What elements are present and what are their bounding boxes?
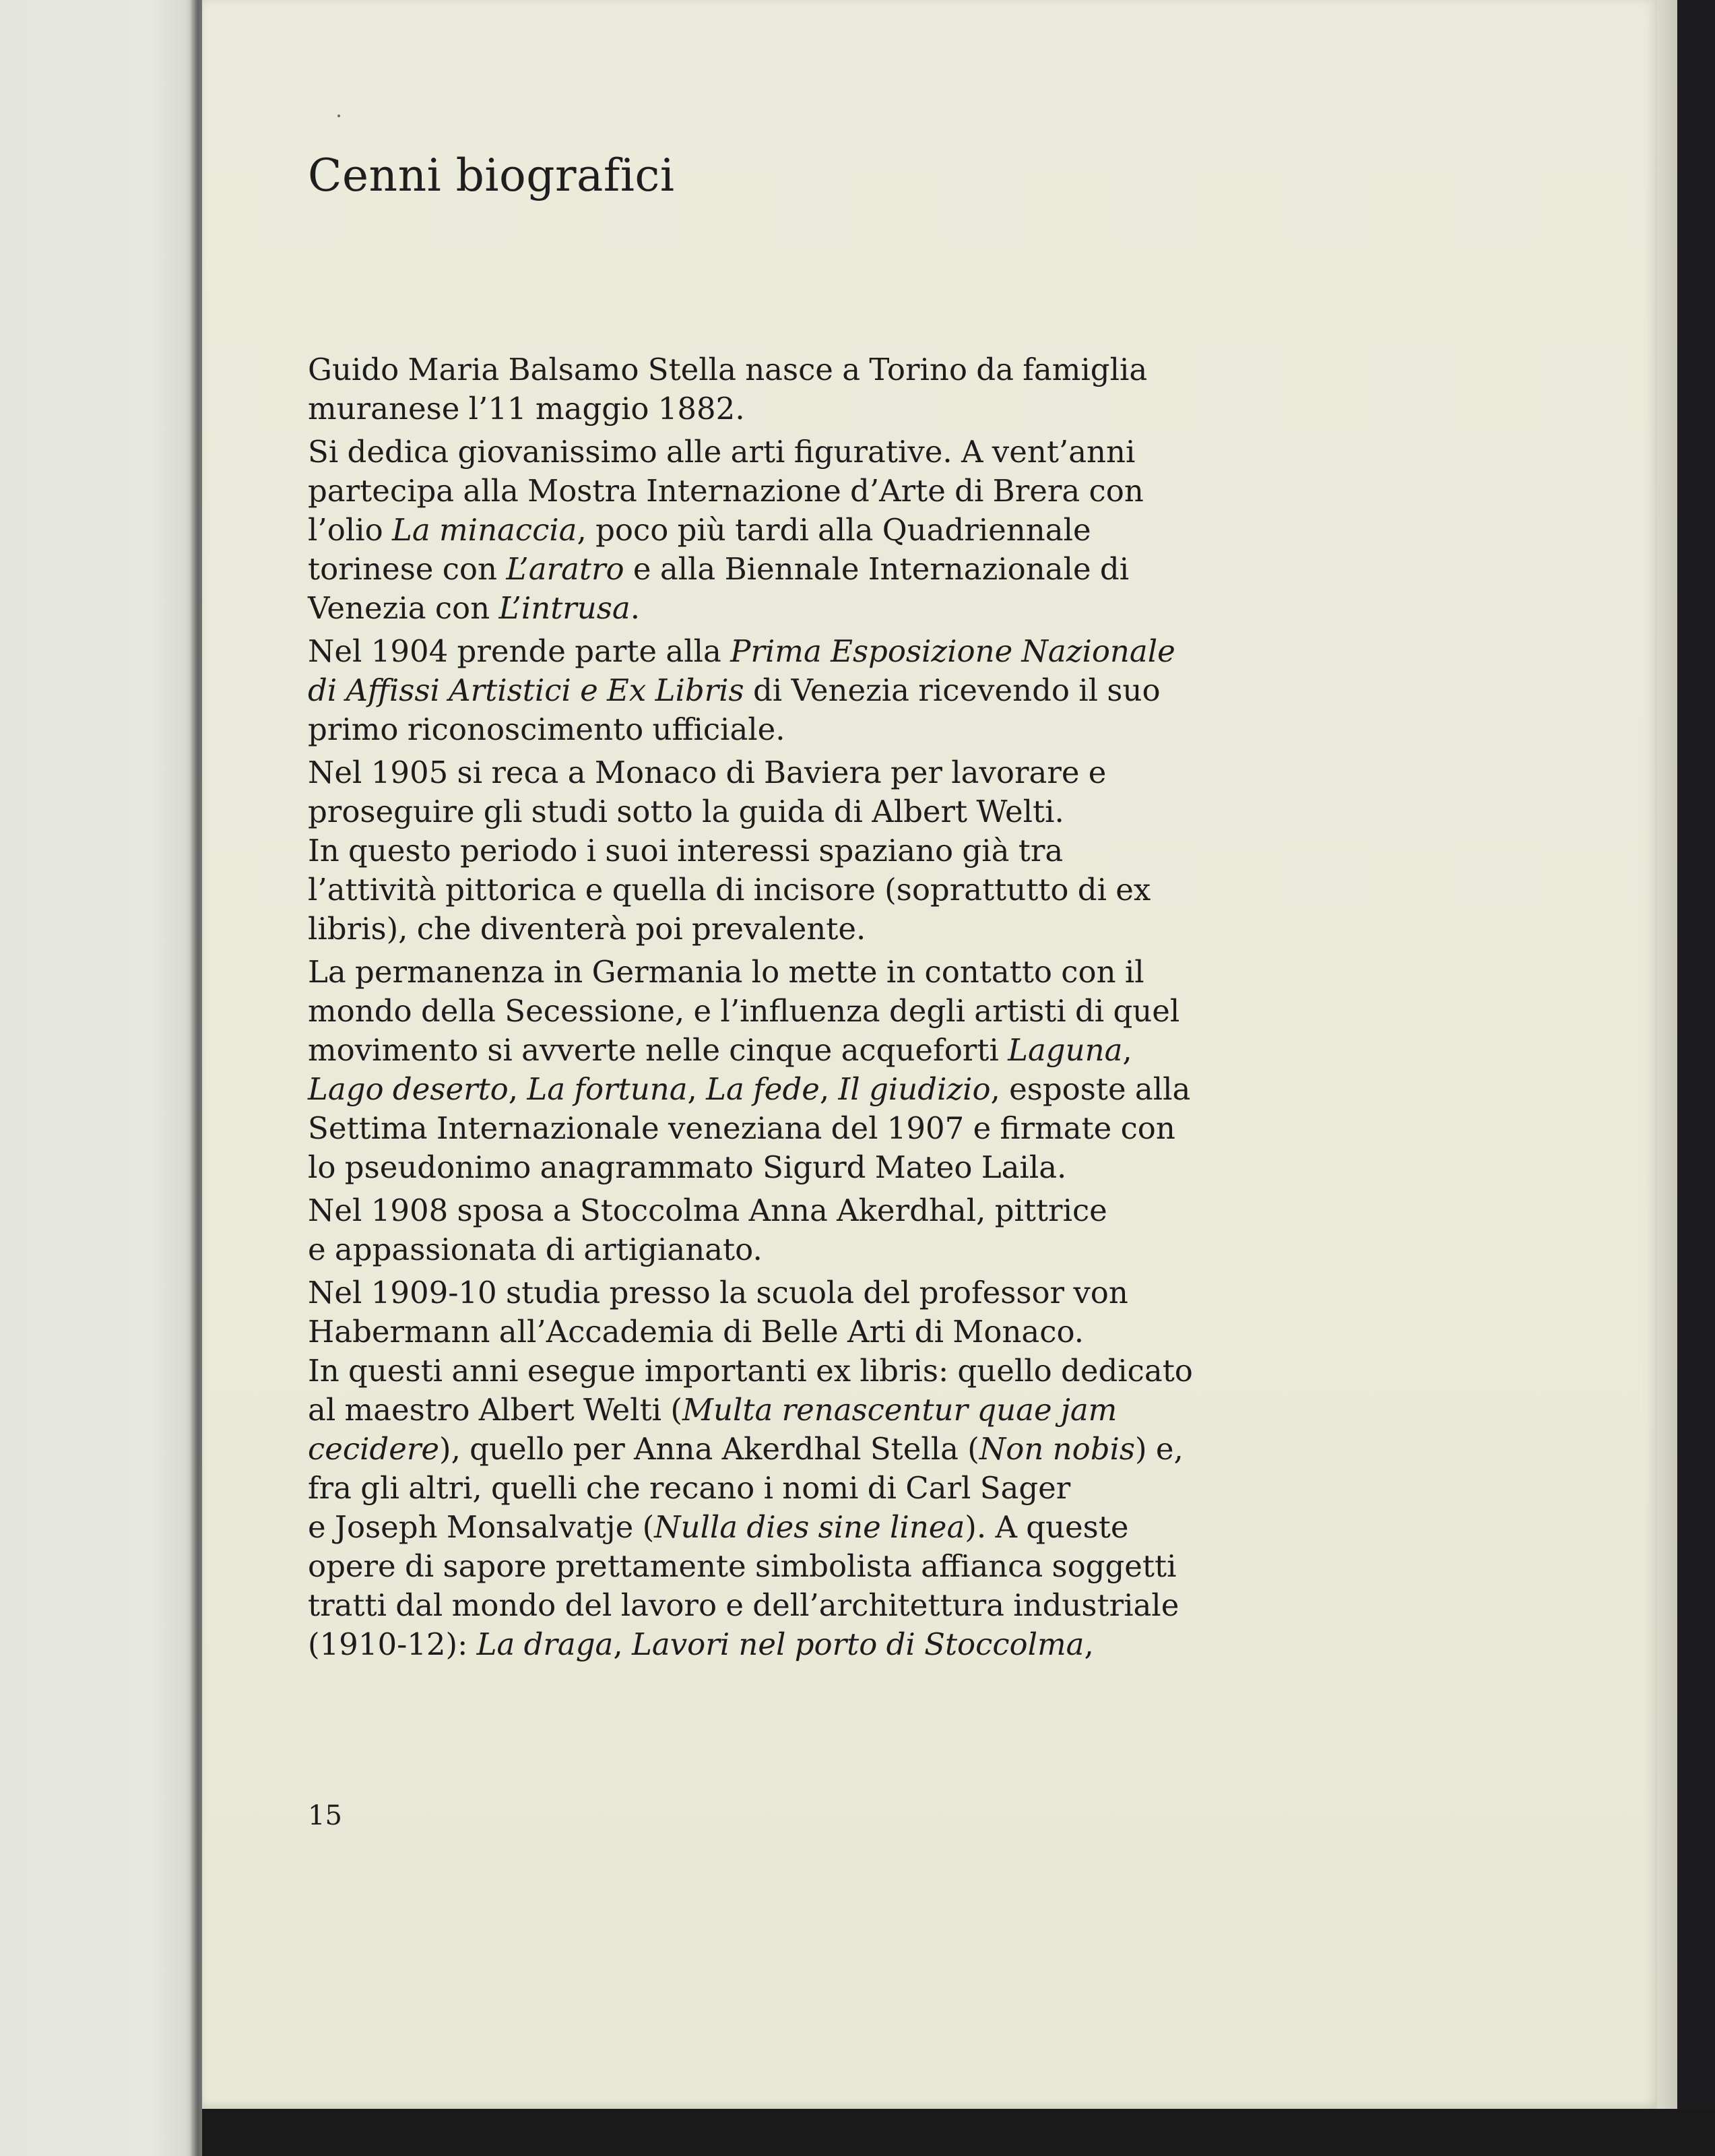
italic-title: di Affissi Artistici e Ex Libris	[308, 672, 744, 708]
text-run: ,	[1122, 1032, 1132, 1068]
italic-title: Non nobis	[979, 1431, 1135, 1467]
text-line	[308, 389, 1413, 429]
text-line	[308, 632, 1413, 671]
text-run: l’attività pittorica e quella di incisore (soprattutto di ex	[308, 872, 1151, 908]
italic-title: Lago deserto	[308, 1071, 509, 1107]
text-run: , poco più tardi alla Quadriennale	[577, 512, 1091, 548]
text-line	[308, 1352, 1413, 1391]
text-line	[308, 1273, 1413, 1312]
text-line	[308, 1391, 1413, 1430]
text-line	[308, 1625, 1413, 1664]
text-run: primo riconoscimento ufficiale.	[308, 711, 785, 747]
italic-title: cecidere	[308, 1431, 440, 1467]
italic-title: Prima Esposizione Nazionale	[730, 633, 1175, 669]
italic-title: L’aratro	[506, 551, 624, 587]
text-line	[308, 1586, 1413, 1625]
italic-title: Nulla dies sine linea	[654, 1509, 965, 1545]
biography-text	[308, 350, 1413, 1668]
text-line	[308, 1070, 1413, 1109]
italic-title: La draga	[476, 1626, 614, 1662]
paragraph	[308, 350, 1413, 429]
italic-title: La minaccia	[391, 512, 577, 548]
text-run: torinese con	[308, 551, 507, 587]
text-run: di Venezia ricevendo il suo	[744, 672, 1161, 708]
book-page	[202, 0, 1657, 2109]
italic-title: L’intrusa	[498, 590, 630, 626]
text-run: e appassionata di artigianato.	[308, 1232, 763, 1267]
text-run: ,	[687, 1071, 707, 1107]
text-run: opere di sapore prettamente simbolista affianca soggetti	[308, 1548, 1177, 1584]
text-run: .	[630, 590, 641, 626]
text-run: muranese l’11 maggio 1882.	[308, 391, 745, 426]
text-line	[308, 671, 1413, 710]
paper-speck	[337, 115, 340, 117]
text-run: Guido Maria Balsamo Stella nasce a Torino da famiglia	[308, 352, 1148, 387]
text-line	[308, 1312, 1413, 1352]
paragraph	[308, 953, 1413, 1187]
text-line	[308, 433, 1413, 472]
text-line	[308, 792, 1413, 831]
text-run: (1910-12):	[308, 1626, 477, 1662]
text-run: l’olio	[308, 512, 392, 548]
text-line	[308, 753, 1413, 792]
text-run: In questi anni esegue importanti ex libris: quello dedicato	[308, 1353, 1193, 1389]
text-run: Si dedica giovanissimo alle arti figurative. A vent’anni	[308, 434, 1136, 470]
text-line	[308, 350, 1413, 389]
paragraph	[308, 1191, 1413, 1269]
page-title: Cenni biografici	[308, 150, 675, 201]
text-run: proseguire gli studi sotto la guida di Albert Welti.	[308, 794, 1064, 829]
text-line	[308, 1508, 1413, 1547]
text-line	[308, 472, 1413, 511]
text-run: ,	[613, 1626, 632, 1662]
text-run: ,	[508, 1071, 527, 1107]
text-line	[308, 710, 1413, 749]
text-line	[308, 589, 1413, 628]
left-page-edge	[0, 0, 202, 2156]
text-run: partecipa alla Mostra Internazione d’Arte di Brera con	[308, 473, 1144, 509]
text-run: ). A queste	[965, 1509, 1129, 1545]
text-line	[308, 550, 1413, 589]
text-run: al maestro Albert Welti (	[308, 1392, 682, 1428]
text-line	[308, 870, 1413, 910]
text-run: Nel 1909-10 studia presso la scuola del professor von	[308, 1275, 1128, 1310]
text-run: In questo periodo i suoi interessi spaziano già tra	[308, 833, 1064, 868]
italic-title: Lavori nel porto di Stoccolma	[631, 1626, 1085, 1662]
text-line	[308, 1109, 1413, 1148]
italic-title: Laguna	[1008, 1032, 1123, 1068]
text-run: fra gli altri, quelli che recano i nomi di Carl Sager	[308, 1470, 1071, 1506]
text-line	[308, 1430, 1413, 1469]
italic-title: Multa renascentur quae jam	[682, 1392, 1118, 1428]
text-line	[308, 1547, 1413, 1586]
italic-title: La fede	[706, 1071, 820, 1107]
text-line	[308, 1031, 1413, 1070]
text-run: , esposte alla	[990, 1071, 1191, 1107]
text-line	[308, 831, 1413, 870]
text-run: Venezia con	[308, 590, 499, 626]
paragraph	[308, 632, 1413, 749]
text-run: libris), che diventerà poi prevalente.	[308, 911, 866, 947]
text-line	[308, 1230, 1413, 1269]
background-surface	[202, 2109, 1715, 2156]
text-run: lo pseudonimo anagrammato Sigurd Mateo Laila.	[308, 1149, 1067, 1185]
text-run: ,	[819, 1071, 839, 1107]
text-line	[308, 1191, 1413, 1230]
text-line	[308, 992, 1413, 1031]
paragraph	[308, 433, 1413, 628]
text-run: movimento si avverte nelle cinque acqueforti	[308, 1032, 1008, 1068]
italic-title: Il giudizio	[838, 1071, 991, 1107]
text-run: Settima Internazionale veneziana del 1907 e firmate con	[308, 1110, 1175, 1146]
text-run: Nel 1904 prende parte alla	[308, 633, 731, 669]
text-run: La permanenza in Germania lo mette in contatto con il	[308, 954, 1144, 990]
text-line	[308, 910, 1413, 949]
paragraph	[308, 753, 1413, 949]
page-number: 15	[308, 1800, 342, 1831]
text-run: ,	[1084, 1626, 1094, 1662]
text-run: e Joseph Monsalvatje (	[308, 1509, 655, 1545]
text-line	[308, 1469, 1413, 1508]
text-run: mondo della Secessione, e l’influenza degli artisti di quel	[308, 993, 1180, 1029]
text-run: Habermann all’Accademia di Belle Arti di Monaco.	[308, 1314, 1085, 1350]
text-run: ), quello per Anna Akerdhal Stella (	[439, 1431, 979, 1467]
page-stack-edge	[1657, 0, 1677, 2116]
text-line	[308, 953, 1413, 992]
paragraph	[308, 1273, 1413, 1664]
italic-title: La fortuna	[527, 1071, 688, 1107]
text-run: ) e,	[1135, 1431, 1184, 1467]
text-line	[308, 1148, 1413, 1187]
text-run: Nel 1905 si reca a Monaco di Baviera per lavorare e	[308, 755, 1107, 790]
text-line	[308, 511, 1413, 550]
text-run: Nel 1908 sposa a Stoccolma Anna Akerdhal, pittrice	[308, 1193, 1107, 1228]
text-run: e alla Biennale Internazionale di	[624, 551, 1130, 587]
text-run: tratti dal mondo del lavoro e dell’architettura industriale	[308, 1587, 1179, 1623]
